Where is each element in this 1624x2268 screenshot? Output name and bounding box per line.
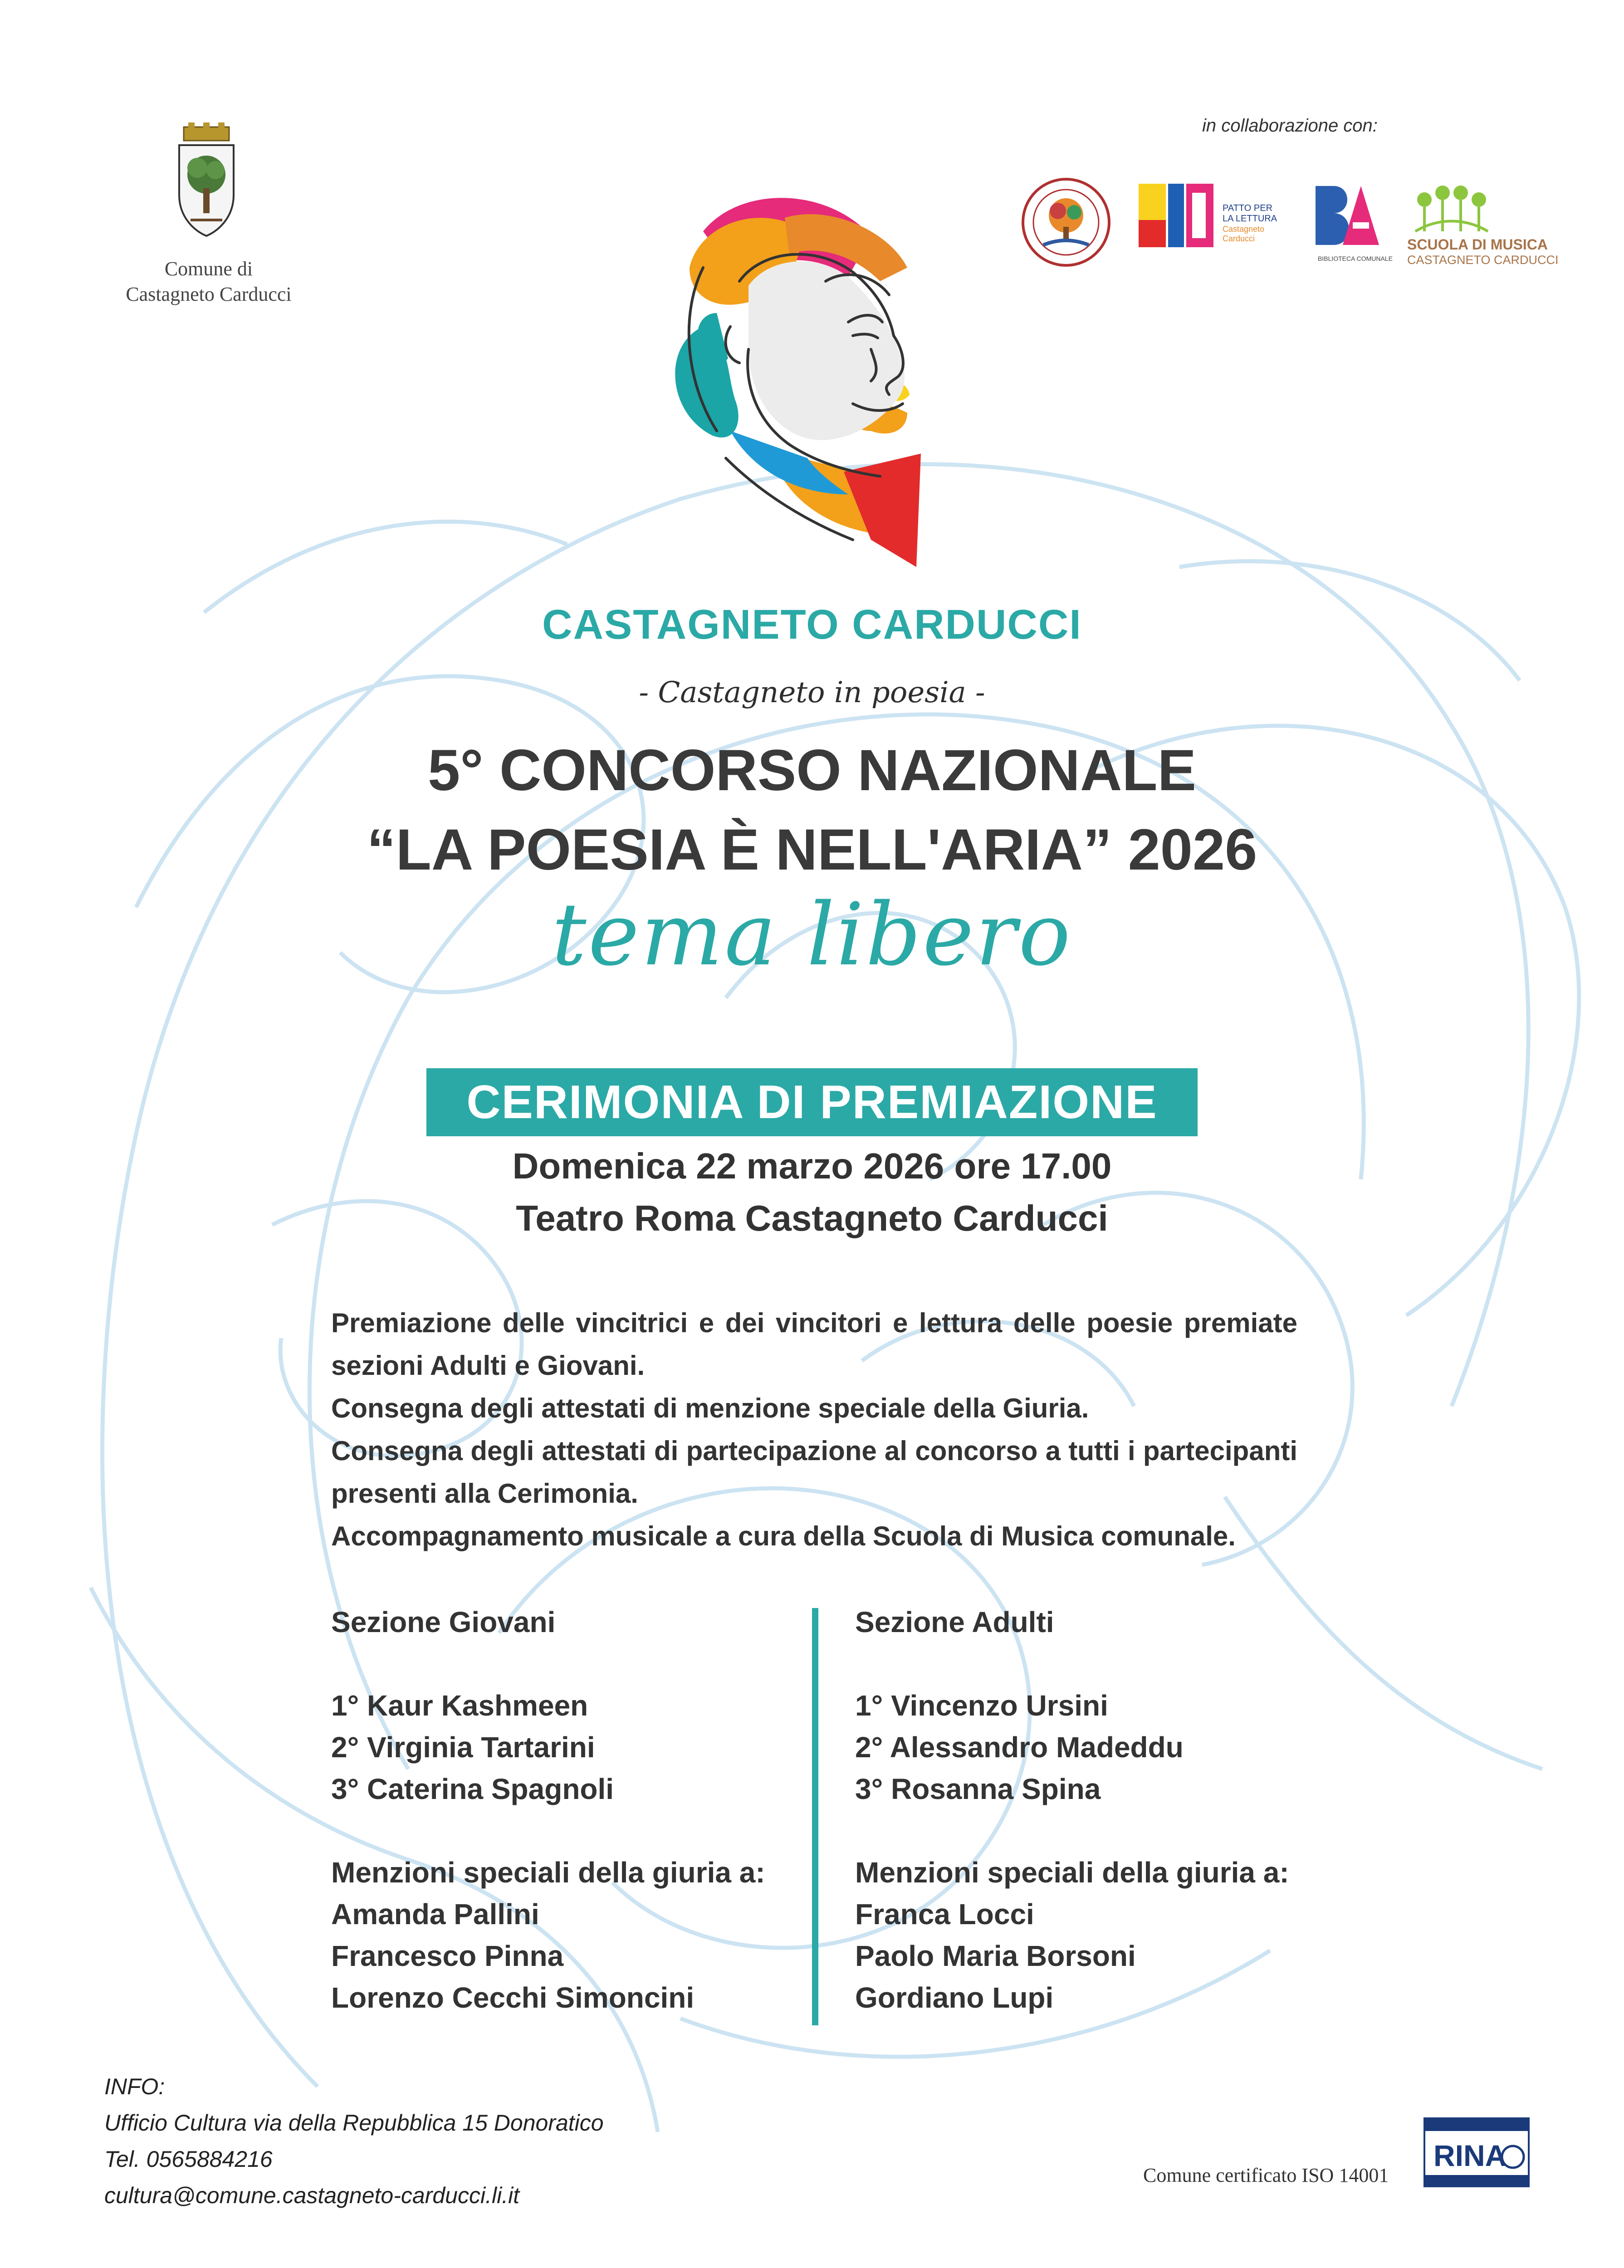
info-phone: Tel. 0565884216 bbox=[104, 2146, 273, 2172]
contest-title-line2: “LA POESIA È NELL'ARIA” 2026 bbox=[367, 817, 1257, 882]
patto-line3: Castagneto bbox=[1223, 225, 1265, 234]
info-block bbox=[104, 2068, 604, 2214]
info-label: INFO: bbox=[104, 2074, 165, 2099]
comune-label-line2: Castagneto Carducci bbox=[126, 283, 292, 305]
comune-label-line1: Comune di bbox=[164, 258, 253, 280]
contest-title-line1: 5° CONCORSO NAZIONALE bbox=[428, 738, 1196, 803]
scuola-line2: CASTAGNETO CARDUCCI bbox=[1407, 253, 1559, 267]
description-paragraph: Consegna degli attestati di partecipazione al concorso a tutti i partecipanti presenti alla Cerimonia. bbox=[331, 1436, 1297, 1509]
scuola-musica-logo bbox=[1407, 186, 1559, 267]
mentions-title: Menzioni speciali della giuria a: bbox=[855, 1856, 1289, 1889]
section-giovani bbox=[331, 1601, 807, 2019]
winner-entry: 2° Alessandro Madeddu bbox=[855, 1731, 1184, 1764]
rina-label: RINA bbox=[1433, 2139, 1507, 2172]
mentions-title: Menzioni speciali della giuria a: bbox=[331, 1856, 765, 1889]
ceremony-description bbox=[331, 1302, 1297, 1558]
description-paragraph: Premiazione delle vincitrici e dei vincitori e lettura delle poesie premiate sezioni Adulti e Giovani. bbox=[331, 1308, 1297, 1381]
biblioteca-label: BIBLIOTECA COMUNALE bbox=[1318, 255, 1393, 262]
event-place: Teatro Roma Castagneto Carducci bbox=[516, 1198, 1108, 1238]
winner-entry: 1° Kaur Kashmeen bbox=[331, 1689, 588, 1722]
comune-label bbox=[100, 256, 318, 307]
mention-entry: Gordiano Lupi bbox=[855, 1981, 1054, 2014]
event-date: Domenica 22 marzo 2026 ore 17.00 bbox=[512, 1146, 1112, 1186]
biblioteca-logo bbox=[1316, 186, 1393, 262]
mention-entry: Franca Locci bbox=[855, 1898, 1034, 1931]
mention-entry: Paolo Maria Borsoni bbox=[855, 1940, 1136, 1972]
contest-theme: tema libero bbox=[552, 885, 1072, 985]
carducci-portrait-illustration bbox=[635, 177, 962, 585]
scuola-line1: SCUOLA DI MUSICA bbox=[1407, 236, 1548, 253]
association-seal-icon bbox=[1023, 179, 1109, 265]
ceremony-banner: CERIMONIA DI PREMIAZIONE bbox=[426, 1068, 1198, 1136]
info-office: Ufficio Cultura via della Repubblica 15 Donoratico bbox=[104, 2110, 604, 2136]
mention-entry: Lorenzo Cecchi Simoncini bbox=[331, 1981, 695, 2014]
column-divider bbox=[812, 1608, 818, 2025]
patto-line4: Carducci bbox=[1223, 234, 1255, 243]
winner-entry: 3° Caterina Spagnoli bbox=[331, 1773, 614, 1805]
winner-entry: 2° Virginia Tartarini bbox=[331, 1731, 595, 1764]
mention-entry: Amanda Pallini bbox=[331, 1898, 539, 1931]
certification-text: Comune certificato ISO 14001 bbox=[1143, 2164, 1389, 2186]
section-title: Sezione Adulti bbox=[855, 1606, 1054, 1638]
coat-of-arms-icon bbox=[172, 122, 240, 240]
winner-entry: 1° Vincenzo Ursini bbox=[855, 1689, 1108, 1722]
section-adulti bbox=[855, 1601, 1331, 2019]
brand-subtitle: - Castagneto in poesia - bbox=[639, 676, 985, 709]
winner-entry: 3° Rosanna Spina bbox=[855, 1773, 1101, 1805]
section-title: Sezione Giovani bbox=[331, 1606, 556, 1638]
collaboration-label: in collaborazione con: bbox=[1202, 116, 1378, 136]
rina-certification-badge-icon bbox=[1420, 2109, 1533, 2200]
patto-line2: LA LETTURA bbox=[1223, 214, 1277, 224]
description-paragraph: Consegna degli attestati di menzione speciale della Giuria. bbox=[331, 1393, 1089, 1423]
patto-line1: PATTO PER bbox=[1223, 203, 1273, 213]
patto-lettura-logo bbox=[1139, 184, 1277, 247]
info-email[interactable]: cultura@comune.castagneto-carducci.li.it bbox=[104, 2183, 520, 2208]
partner-logos bbox=[1016, 168, 1559, 277]
mention-entry: Francesco Pinna bbox=[331, 1940, 564, 1972]
brand-title: CASTAGNETO CARDUCCI bbox=[542, 601, 1082, 648]
description-paragraph: Accompagnamento musicale a cura della Scuola di Musica comunale. bbox=[331, 1521, 1236, 1551]
